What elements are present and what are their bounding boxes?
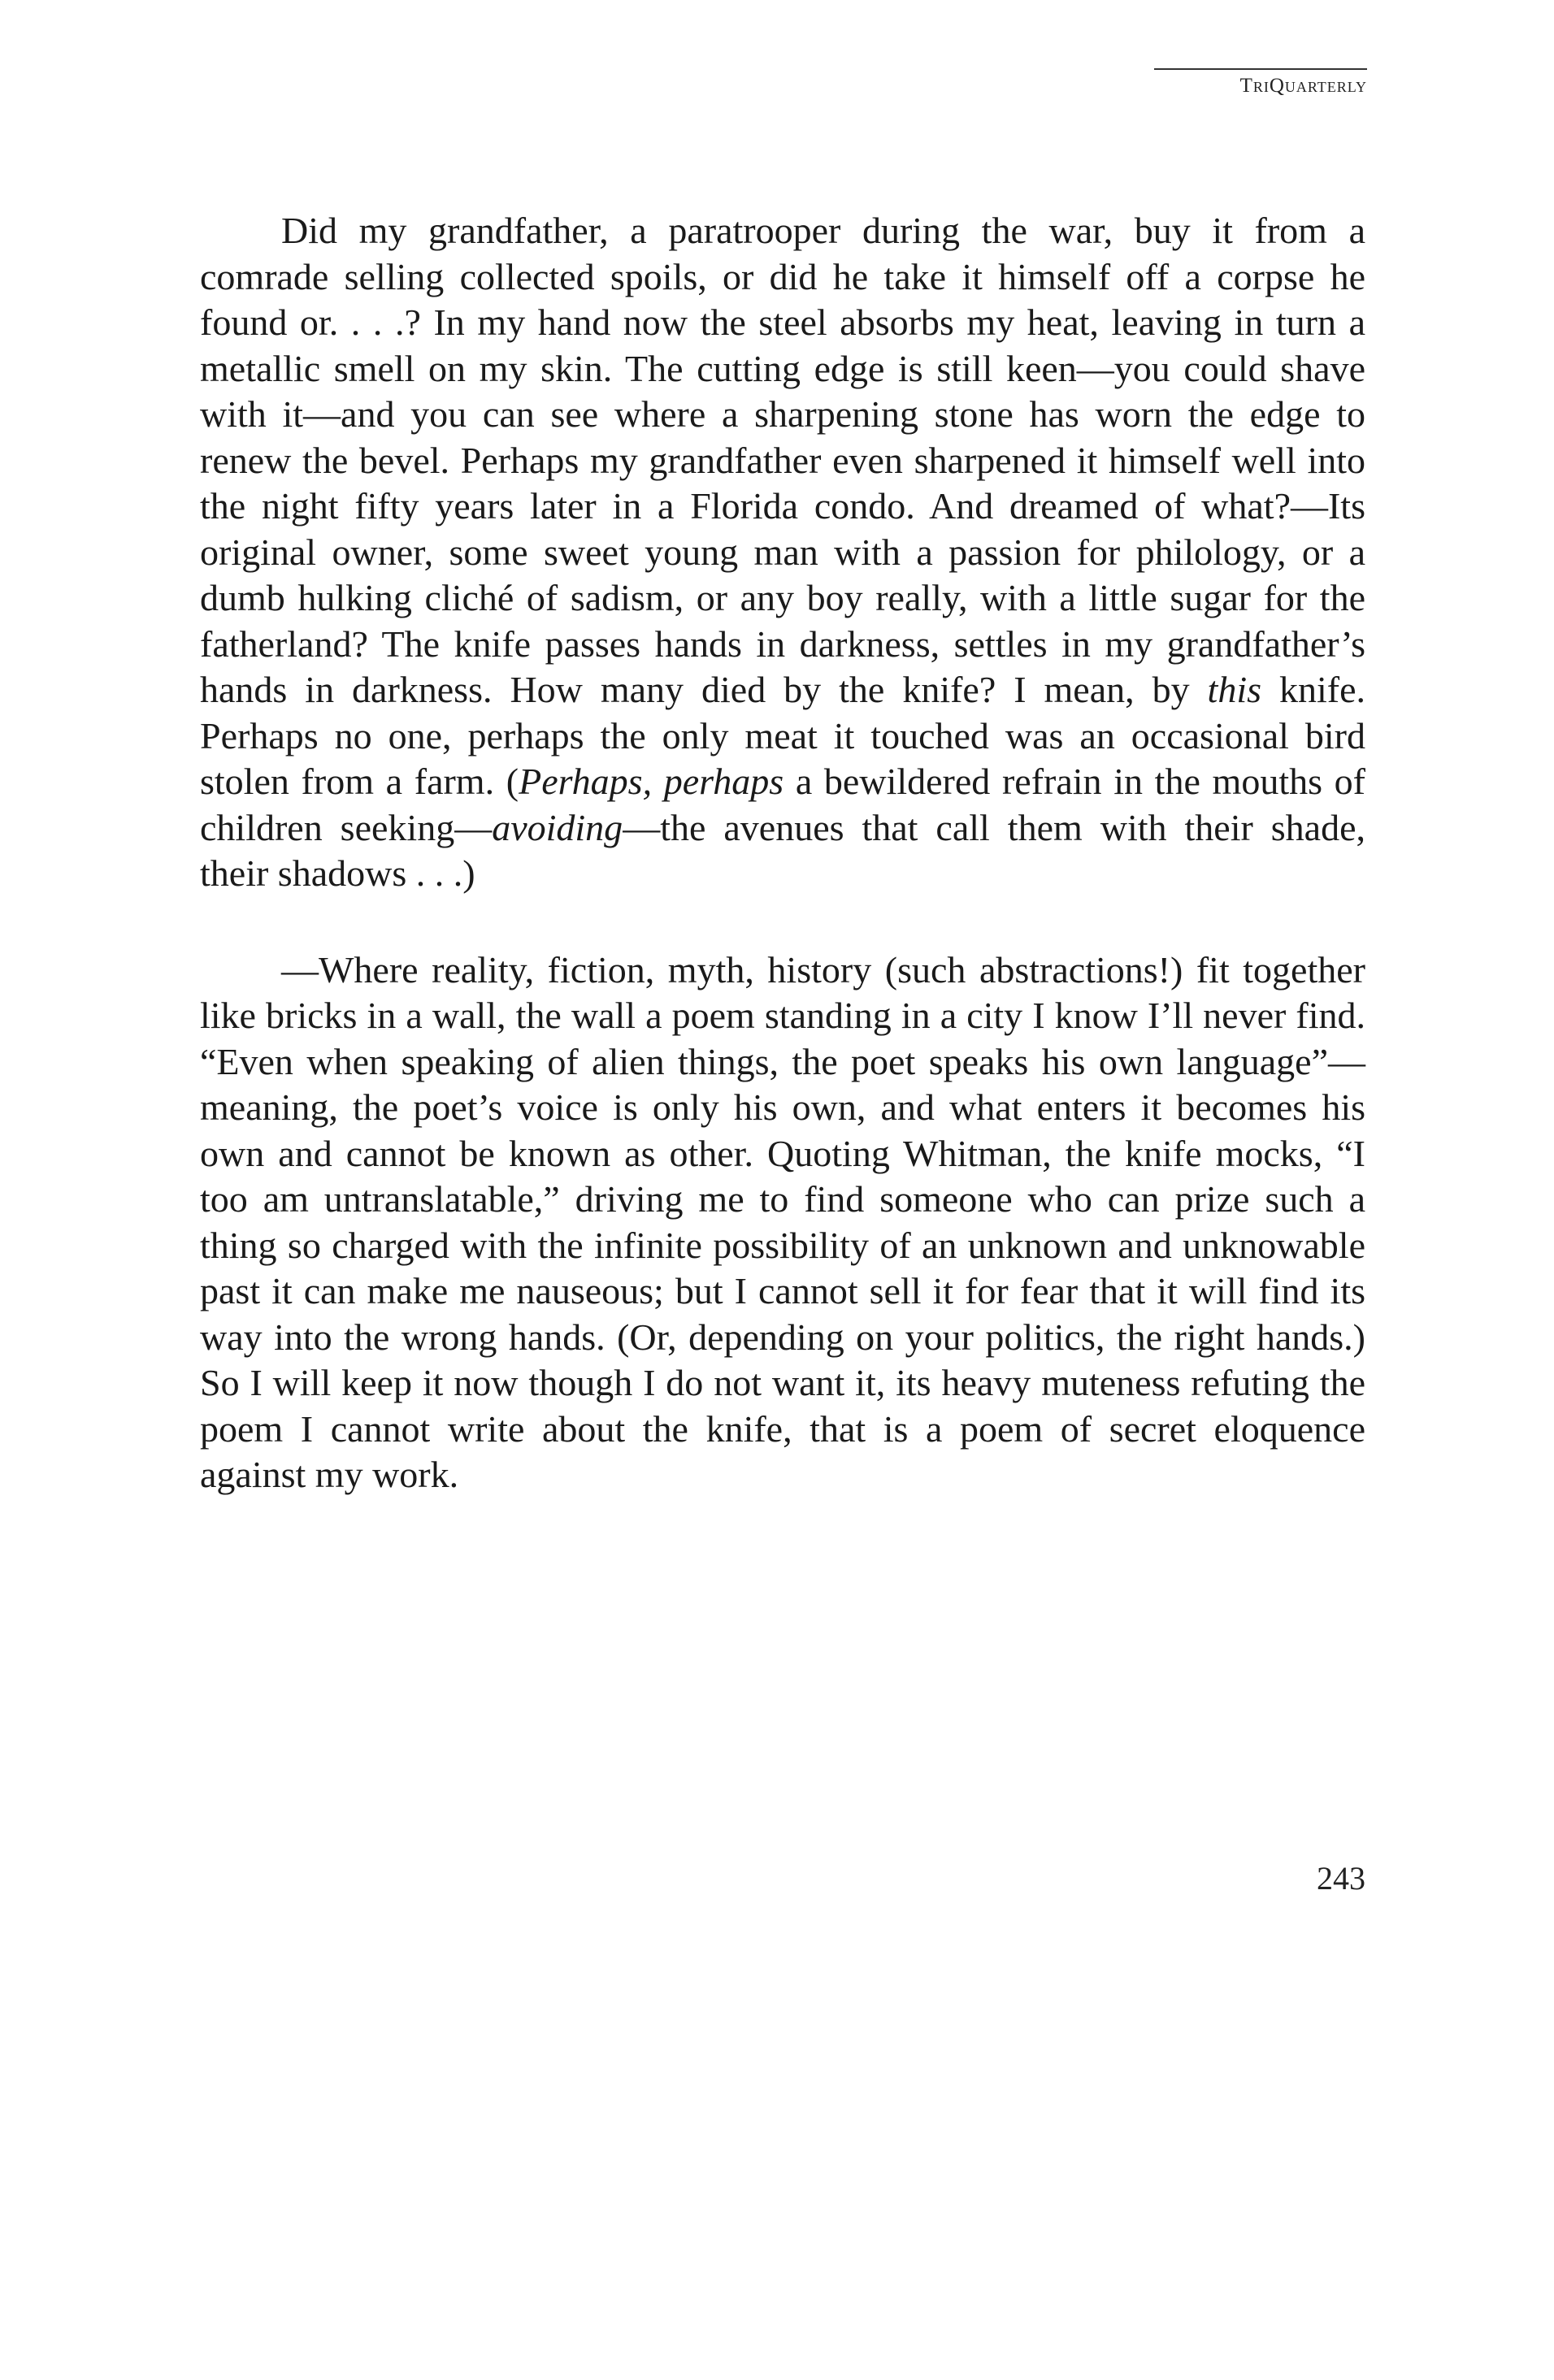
paragraph-2 (200, 947, 1365, 1498)
paragraph-1-segment: knife. Perhaps no one, perhaps the only meat it touched was an occasional bird stolen from a farm. ( (200, 669, 1365, 802)
paragraph-1-italic-segment: this (1207, 669, 1262, 710)
running-head-rule (1154, 68, 1367, 70)
paragraph-1-segment: —the avenues that call them with their shade, their shadows . . .) (200, 806, 1365, 894)
running-head: TriQuarterly (1239, 75, 1367, 97)
paragraph-1-italic-segment: Perhaps, perhaps (519, 761, 784, 802)
page-number: 243 (1317, 1860, 1365, 1897)
paragraph-1-italic-segment: avoiding (492, 806, 623, 848)
paragraph-1 (200, 208, 1365, 897)
paragraph-1-segment: Did my grandfather, a paratrooper during the war, buy it from a comrade selling collected spoils, or did he take it himself off a corpse he found or. . . .? In my hand now the steel absorbs my heat, leaving in turn a metallic smell on my skin. The cutting edge is still keen—you could shave with it—and you can see where a sharpening stone has worn the edge to renew the bevel. Perhaps my grandfather even sharpened it himself well into the night fifty years later in a Florida condo. And dreamed of what?—Its original owner, some sweet young man with a passion for philology, or a dumb hulking cliché of sadism, or any boy really, with a little sugar for the fatherland? The knife passes hands in darkness, settles in my grandfather’s hands in darkness. How many died by the knife? I mean, by (200, 210, 1365, 710)
paragraph-2-segment: —Where reality, fiction, myth, history (such abstractions!) fit together like bricks in a wall, the wall a poem standing in a city I know I’ll never find. “Even when speaking of alien things, the poet speaks his own language”—meaning, the poet’s voice is only his own, and what enters it becomes his own and cannot be known as other. Quoting Whitman, the knife mocks, “I too am untranslatable,” driving me to find someone who can prize such a thing so charged with the infinite possibility of an unknown and unknowable past it can make me nauseous; but I cannot sell it for fear that it will find its way into the wrong hands. (Or, depending on your politics, the right hands.) So I will keep it now though I do not want it, its heavy muteness refuting the poem I cannot write about the knife, that is a poem of secret eloquence against my work. (200, 948, 1365, 1495)
body-text (200, 208, 1365, 1498)
paragraph-1-segment: a bewildered refrain in the mouths of children seeking— (200, 761, 1365, 848)
